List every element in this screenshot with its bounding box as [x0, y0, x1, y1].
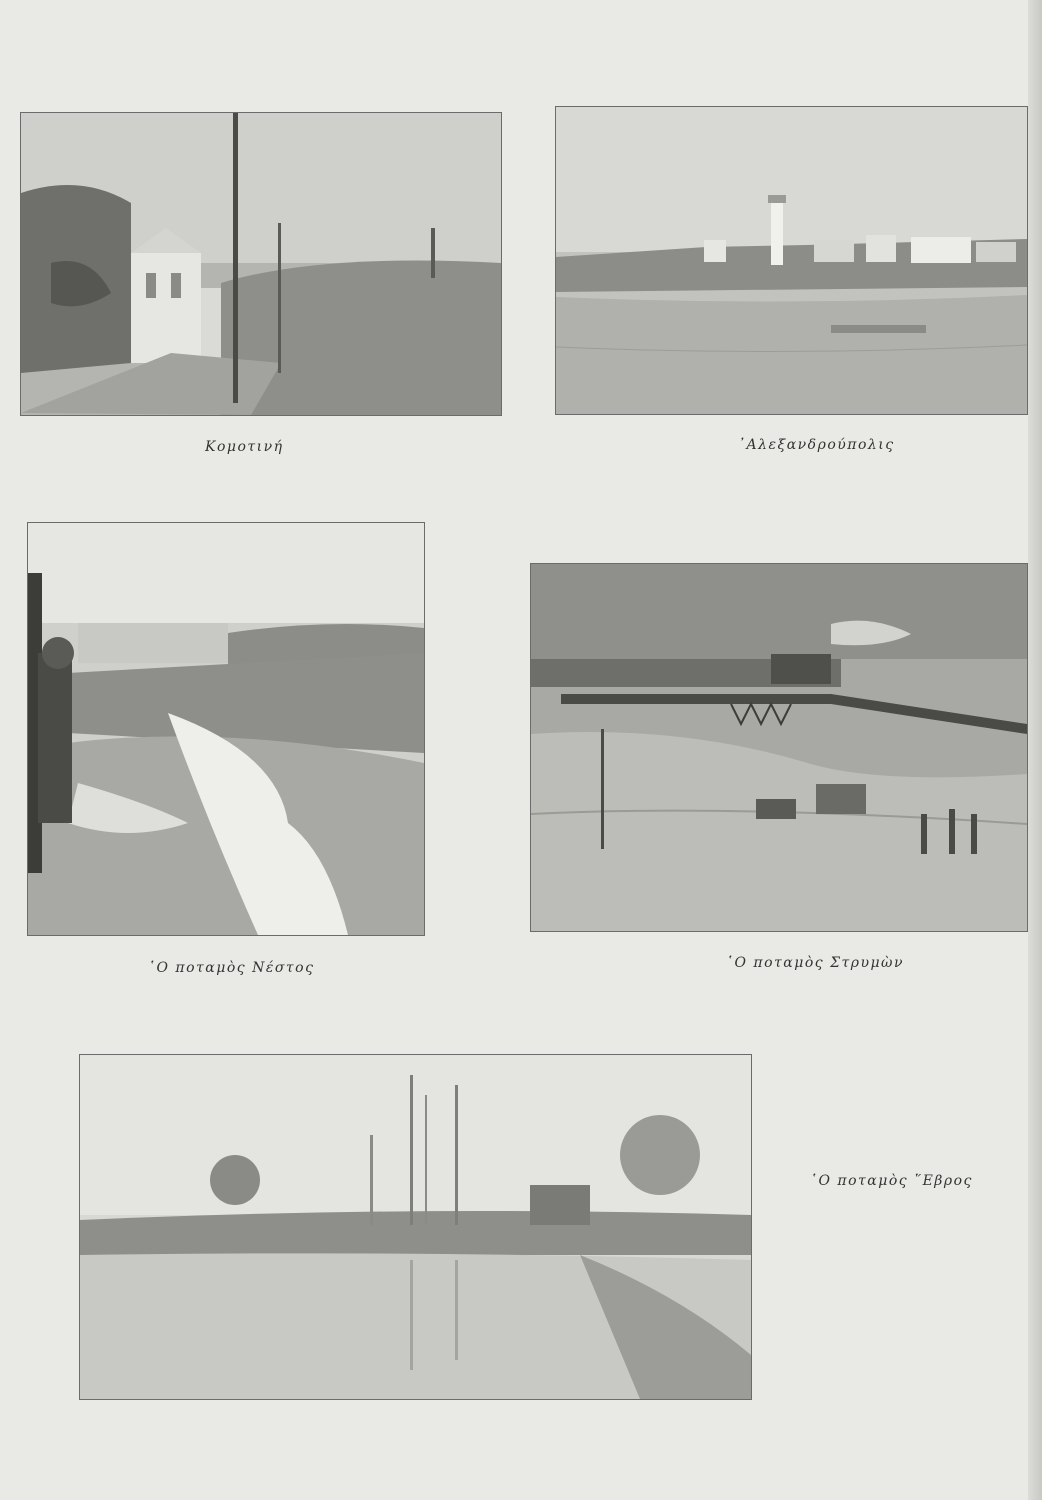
page-edge — [1028, 0, 1042, 1500]
caption-alexandroupolis: ᾿Αλεξανδρούπολις — [738, 437, 895, 453]
caption-strymon: ῾Ο ποταμὸς Στρυμὼν — [726, 955, 904, 971]
photo-evros — [79, 1054, 752, 1400]
photo-komotini — [20, 112, 502, 416]
caption-evros: ῾Ο ποταμὸς ῞Εβρος — [810, 1173, 973, 1189]
photo-alexandroupolis — [555, 106, 1028, 415]
caption-nestos: ῾Ο ποταμὸς Νέστος — [148, 960, 315, 976]
photo-nestos — [27, 522, 425, 936]
photo-strymon — [530, 563, 1028, 932]
river-trees-icon — [80, 1055, 751, 1399]
harbor-lighthouse-icon — [556, 107, 1027, 414]
bridge-train-icon — [531, 564, 1027, 931]
town-street-icon — [21, 113, 501, 415]
caption-komotini: Κομοτινή — [205, 439, 284, 455]
river-rapids-icon — [28, 523, 424, 935]
